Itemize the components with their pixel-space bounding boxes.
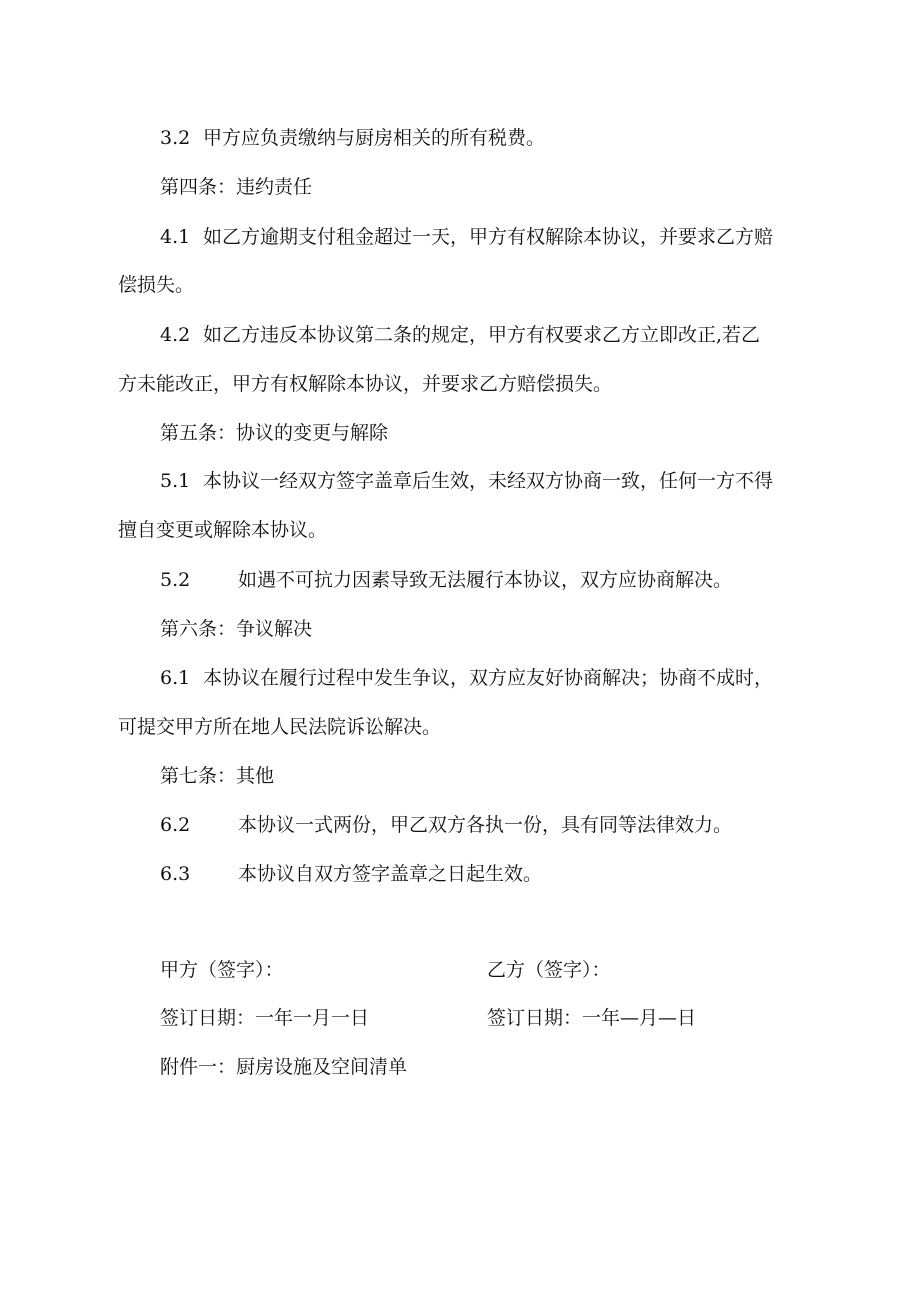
clause-4-1 <box>160 225 773 249</box>
clause-number: 6.1 <box>160 667 191 689</box>
clause-6-1-continued: 可提交甲方所在地人民法院诉讼解决。 <box>118 716 442 738</box>
clause-number: 3.2 <box>160 127 191 149</box>
clause-4-1-continued: 偿损失。 <box>118 274 195 296</box>
clause-number: 6.2 <box>160 814 191 836</box>
clause-number: 5.1 <box>160 470 191 492</box>
clause-text: 本协议在履行过程中发生争议，双方应友好协商解决；协商不成时， <box>203 667 774 689</box>
attachment-line: 附件一：厨房设施及空间清单 <box>160 1056 408 1078</box>
party-b-date: 签订日期：一年—月—日 <box>487 1007 697 1029</box>
clause-text: 本协议一式两份，甲乙双方各执一份，具有同等法律效力。 <box>238 814 733 836</box>
clause-6-3 <box>160 862 542 886</box>
clause-6-1 <box>160 666 773 690</box>
article-7-heading: 第七条：其他 <box>160 765 275 787</box>
article-5-heading: 第五条：协议的变更与解除 <box>160 422 389 444</box>
clause-number: 5.2 <box>160 569 191 591</box>
clause-text: 甲方应负责缴纳与厨房相关的所有税费。 <box>203 127 546 149</box>
clause-text: 本协议自双方签字盖章之日起生效。 <box>238 863 543 885</box>
clause-text: 如遇不可抗力因素导致无法履行本协议，双方应协商解决。 <box>238 569 733 591</box>
clause-number: 6.3 <box>160 863 191 885</box>
party-a-signature: 甲方（签字）： <box>160 959 284 981</box>
clause-number: 4.1 <box>160 226 191 248</box>
party-a-date: 签订日期：一年一月一日 <box>160 1007 370 1029</box>
article-4-heading: 第四条：违约责任 <box>160 176 313 198</box>
party-b-signature: 乙方（签字）： <box>487 959 611 981</box>
clause-text: 如乙方违反本协议第二条的规定，甲方有权要求乙方立即改正,若乙 <box>203 324 761 346</box>
clause-3-2 <box>160 126 545 150</box>
clause-4-2 <box>160 323 760 347</box>
clause-number: 4.2 <box>160 324 191 346</box>
clause-5-1 <box>160 469 773 493</box>
clause-5-1-continued: 擅自变更或解除本协议。 <box>118 519 328 541</box>
clause-text: 本协议一经双方签字盖章后生效，未经双方协商一致，任何一方不得 <box>203 470 774 492</box>
article-6-heading: 第六条：争议解决 <box>160 618 313 640</box>
clause-6-2 <box>160 813 732 837</box>
clause-4-2-continued: 方未能改正，甲方有权解除本协议，并要求乙方赔偿损失。 <box>118 373 613 395</box>
clause-5-2 <box>160 568 732 592</box>
clause-text: 如乙方逾期支付租金超过一天，甲方有权解除本协议，并要求乙方赔 <box>203 226 774 248</box>
